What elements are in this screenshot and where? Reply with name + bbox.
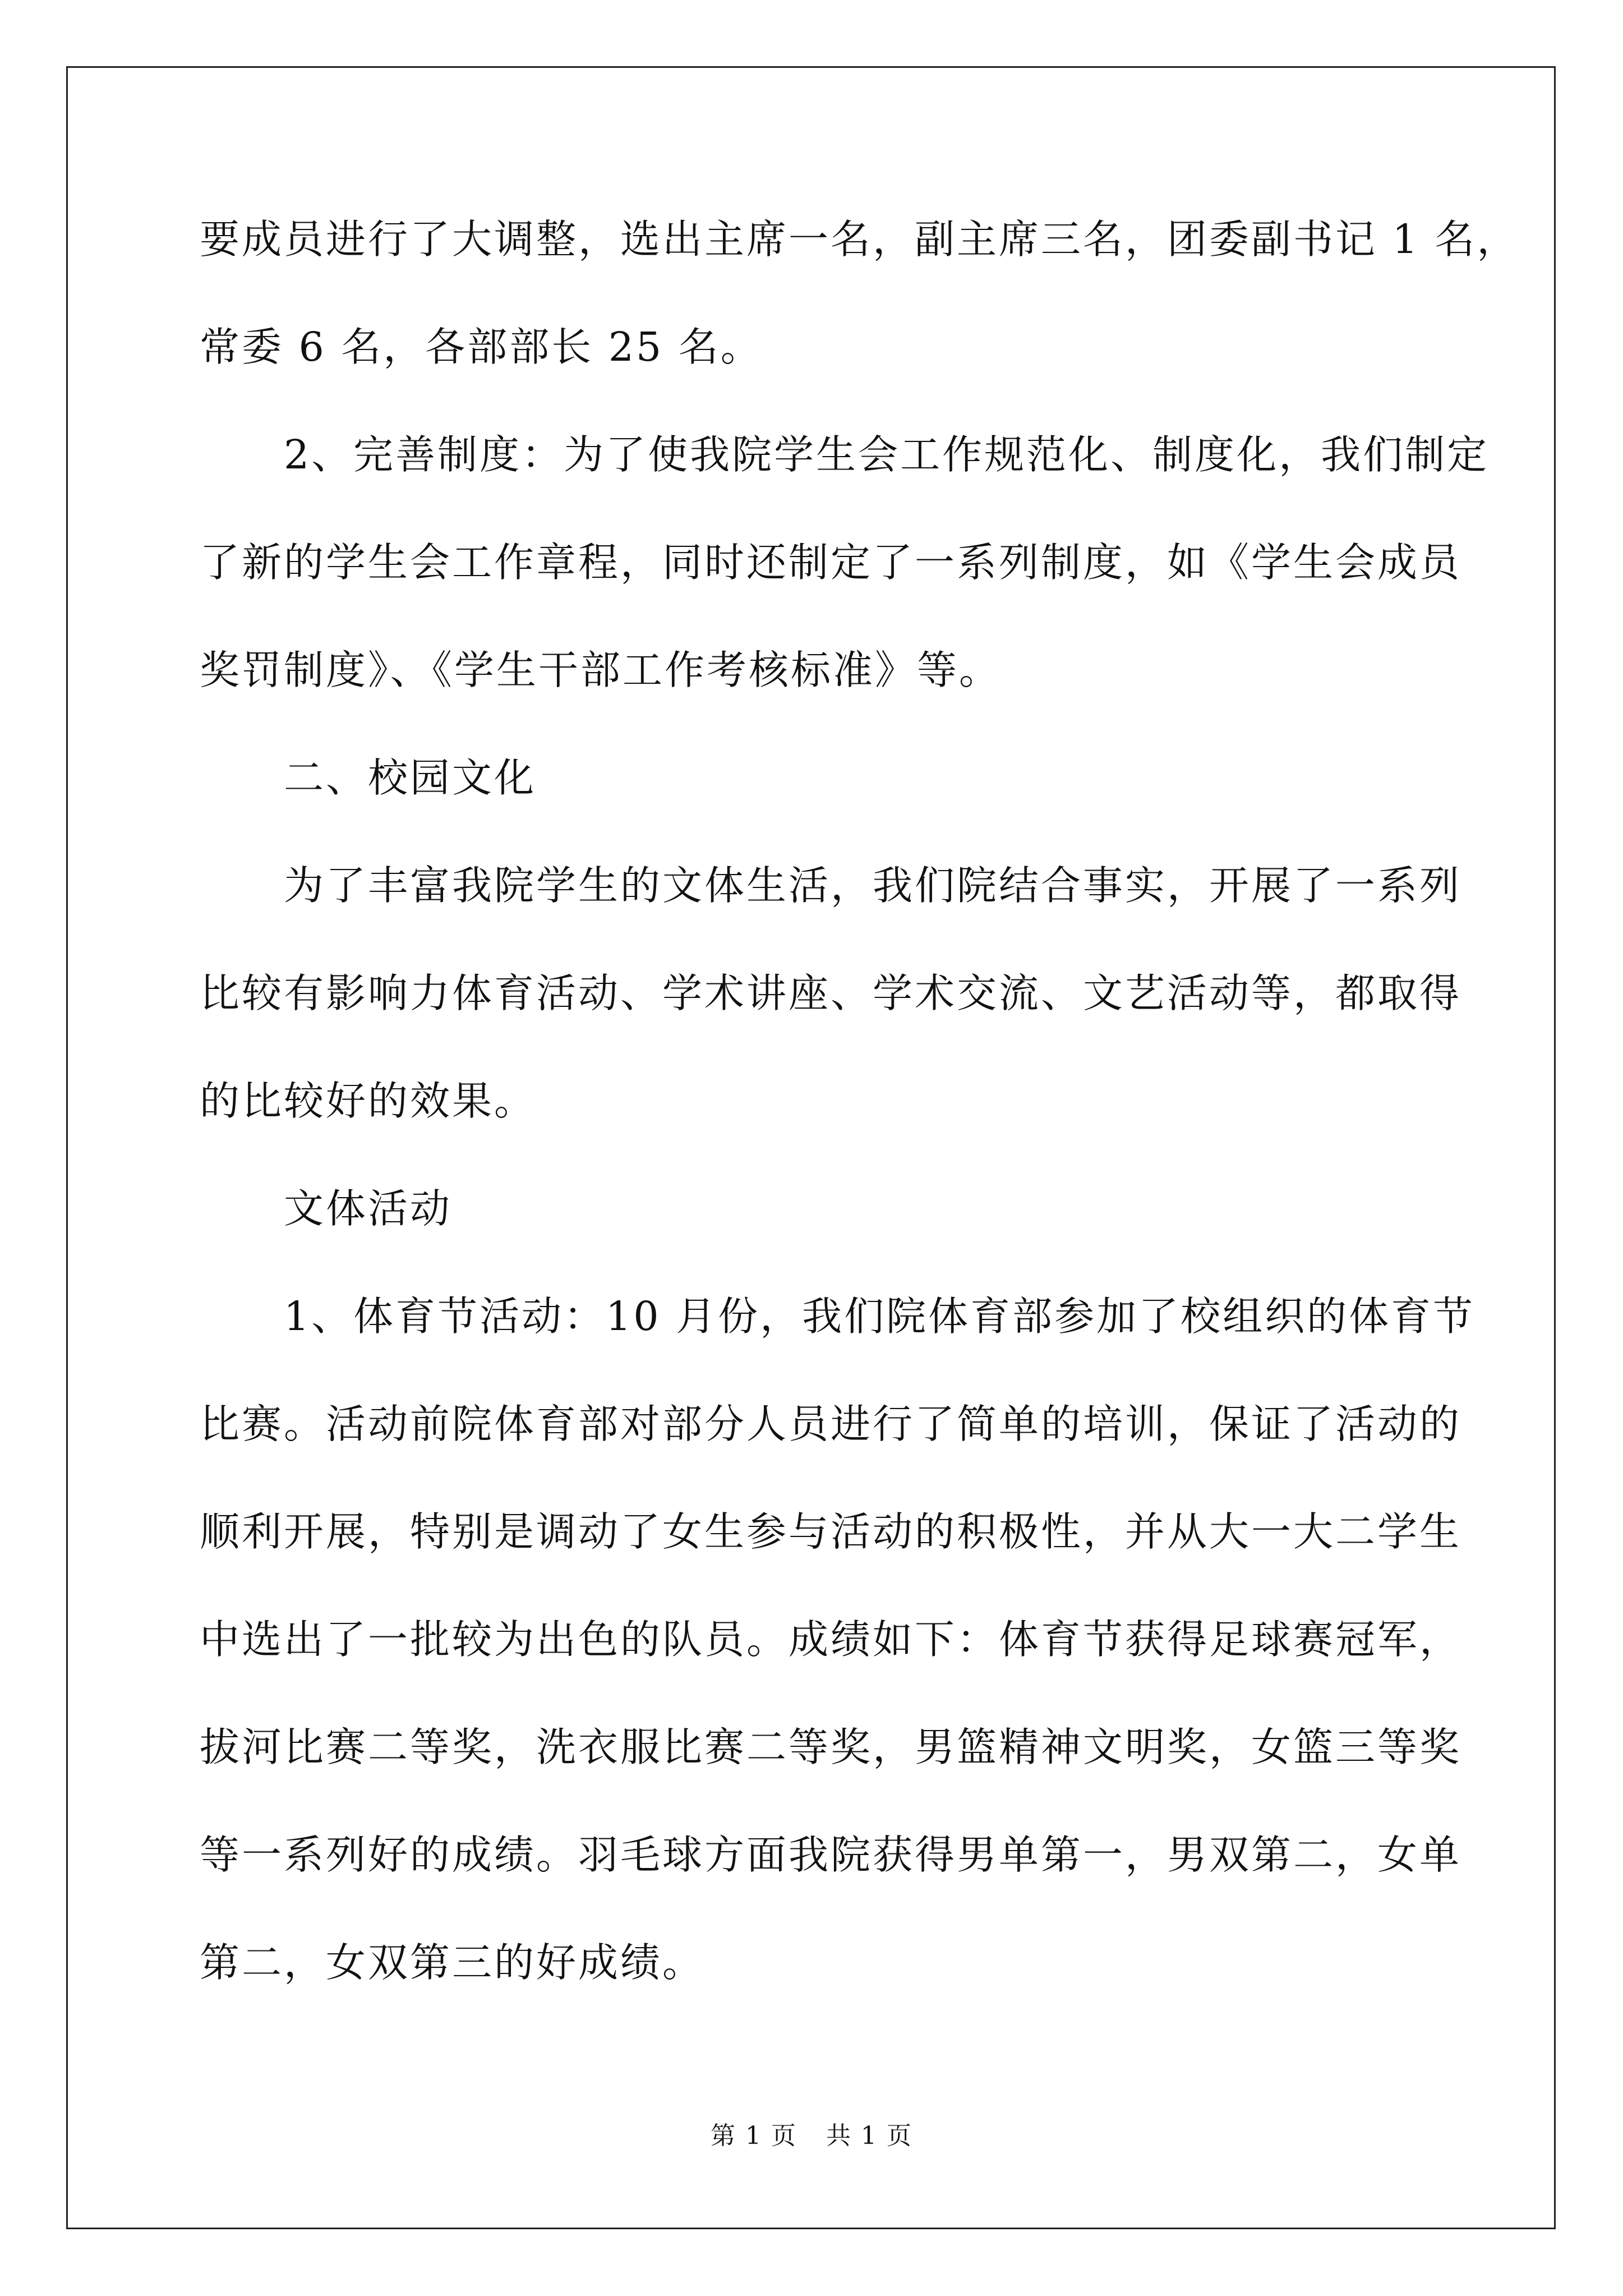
text-line: 顺利开展，特别是调动了女生参与活动的积极性，并从大一大二学生 [200,1508,1462,1555]
text-line: 拔河比赛二等奖，洗衣服比赛二等奖，男篮精神文明奖，女篮三等奖 [200,1724,1462,1770]
text-line: 2、完善制度：为了使我院学生会工作规范化、制度化，我们制定 [200,431,1490,478]
text-line: 的比较好的效果。 [200,1078,537,1124]
text-line: 比赛。活动前院体育部对部分人员进行了简单的培训，保证了活动的 [200,1401,1462,1447]
text-line: 等一系列好的成绩。羽毛球方面我院获得男单第一，男双第二，女单 [200,1832,1462,1878]
section-heading: 二、校园文化 [200,754,537,801]
section-heading: 文体活动 [200,1185,453,1232]
text-line: 要成员进行了大调整，选出主席一名，副主席三名，团委副书记 1 名， [200,216,1519,263]
document-body [200,213,1519,1989]
text-line: 为了丰富我院学生的文体生活，我们院结合事实，开展了一系列 [200,862,1462,909]
page-number: 第 1 页 [711,2122,797,2150]
text-line: 常委 6 名，各部部长 25 名。 [200,324,763,370]
text-line: 奖罚制度》、《学生干部工作考核标准》等。 [200,647,1002,693]
text-line: 比较有影响力体育活动、学术讲座、学术交流、文艺活动等，都取得 [200,970,1462,1016]
text-line: 中选出了一批较为出色的队员。成绩如下：体育节获得足球赛冠军， [200,1616,1462,1663]
page-footer [0,2119,1623,2153]
text-line: 第二，女双第三的好成绩。 [200,1939,705,1986]
page-total: 共 1 页 [826,2122,912,2150]
text-line: 了新的学生会工作章程，同时还制定了一系列制度，如《学生会成员 [200,539,1462,586]
text-line: 1、体育节活动：10 月份，我们院体育部参加了校组织的体育节 [200,1293,1476,1340]
